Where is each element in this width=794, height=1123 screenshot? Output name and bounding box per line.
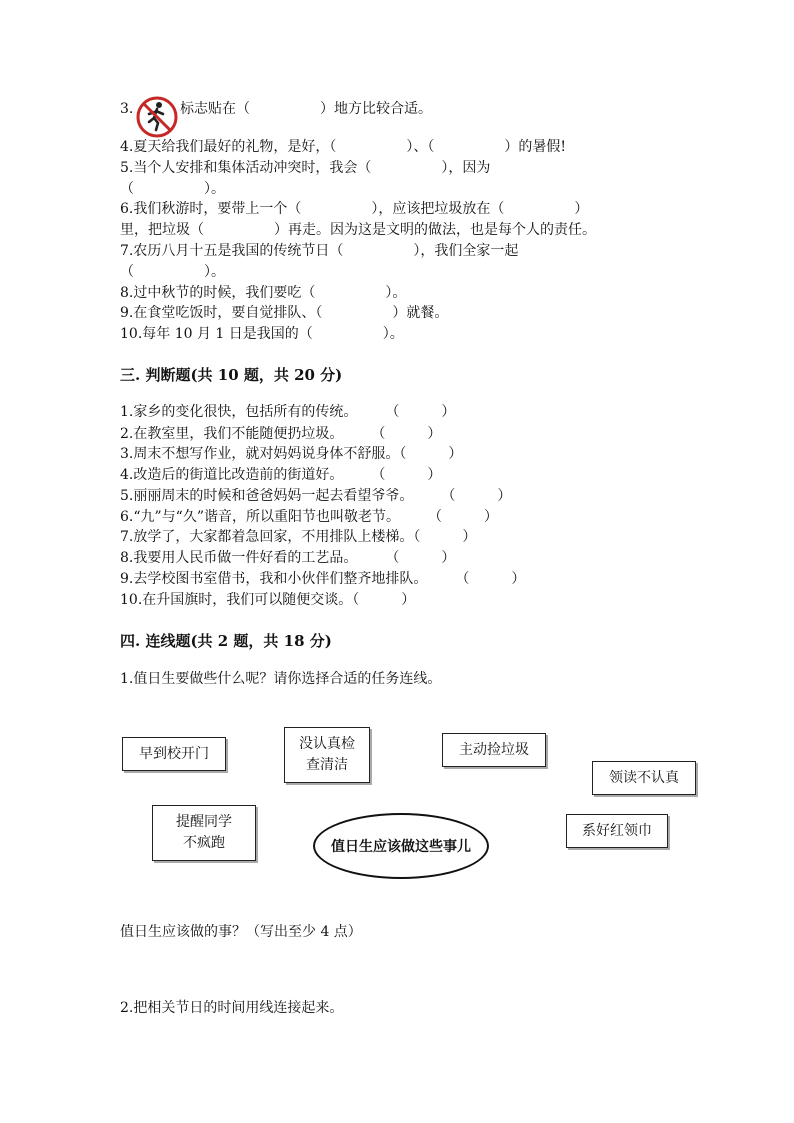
answer-prompt: 值日生应该做的事？（写出至少 4 点） <box>120 924 362 940</box>
judge-item: 5.丽丽周末的时候和爸爸妈妈一起去看望爷爷。 （ ） <box>120 488 512 504</box>
question-9: 9.在食堂吃饭时，要自觉排队、（ ）就餐。 <box>120 305 449 321</box>
judge-item: 1.家乡的变化很快，包括所有的传统。 （ ） <box>120 404 456 420</box>
question-8: 8.过中秋节的时候，我们要吃（ ）。 <box>120 285 407 301</box>
judge-item: 4.改造后的街道比改造前的街道好。 （ ） <box>120 467 442 483</box>
no-running-sign-icon <box>136 96 178 138</box>
box-reading-not-serious: 领读不认真 <box>592 761 696 795</box>
judge-item: 10.在升国旗时，我们可以随便交谈。（ ） <box>120 592 416 608</box>
box-remind-classmates: 提醒同学 不疯跑 <box>152 805 256 861</box>
question-6-line-2: 里，把垃圾（ ）再走。因为这是文明的做法，也是每个人的责任。 <box>120 222 596 238</box>
question-6-line-1: 6.我们秋游时，要带上一个（ ），应该把垃圾放在（ ） <box>120 201 589 217</box>
match-question-1: 1.值日生要做些什么呢？请你选择合适的任务连线。 <box>120 671 442 687</box>
section-match-title: 四. 连线题(共 2 题，共 18 分) <box>120 632 332 650</box>
question-7-line-1: 7.农历八月十五是我国的传统节日（ ），我们全家一起 <box>120 243 519 259</box>
box-early-gate: 早到校开门 <box>122 737 226 771</box>
question-5-line-2: （ ）。 <box>120 181 225 197</box>
judge-item: 3.周末不想写作业，就对妈妈说身体不舒服。（ ） <box>120 446 463 462</box>
section-judge-title: 三. 判断题(共 10 题，共 20 分) <box>120 366 343 384</box>
question-10: 10.每年 10 月 1 日是我国的（ ）。 <box>120 326 404 342</box>
judge-item: 8.我要用人民币做一件好看的工艺品。 （ ） <box>120 550 456 566</box>
box-not-careful-cleaning: 没认真检 查清洁 <box>284 727 370 783</box>
question-3-number: 3. <box>120 101 134 117</box>
judge-item: 9.去学校图书室借书，我和小伙伴们整齐地排队。 （ ） <box>120 571 526 587</box>
judge-item: 7.放学了，大家都着急回家，不用排队上楼梯。（ ） <box>120 529 477 545</box>
question-7-line-2: （ ）。 <box>120 264 225 280</box>
center-ellipse: 值日生应该做这些事儿 <box>313 813 489 879</box>
question-5-line-1: 5.当个人安排和集体活动冲突时，我会（ ），因为 <box>120 160 491 176</box>
match-question-2: 2.把相关节日的时间用线连接起来。 <box>120 1000 344 1016</box>
judge-item: 6.“九”与“久”谐音，所以重阳节也叫敬老节。 （ ） <box>120 509 498 525</box>
box-pick-trash: 主动捡垃圾 <box>442 733 546 767</box>
question-3-text: 标志贴在（ ）地方比较合适。 <box>180 101 432 117</box>
judge-item: 2.在教室里，我们不能随便扔垃圾。 （ ） <box>120 426 442 442</box>
box-red-scarf: 系好红领巾 <box>566 814 668 848</box>
question-4: 4.夏天给我们最好的礼物，是好，（ ）、（ ）的暑假! <box>120 139 566 155</box>
